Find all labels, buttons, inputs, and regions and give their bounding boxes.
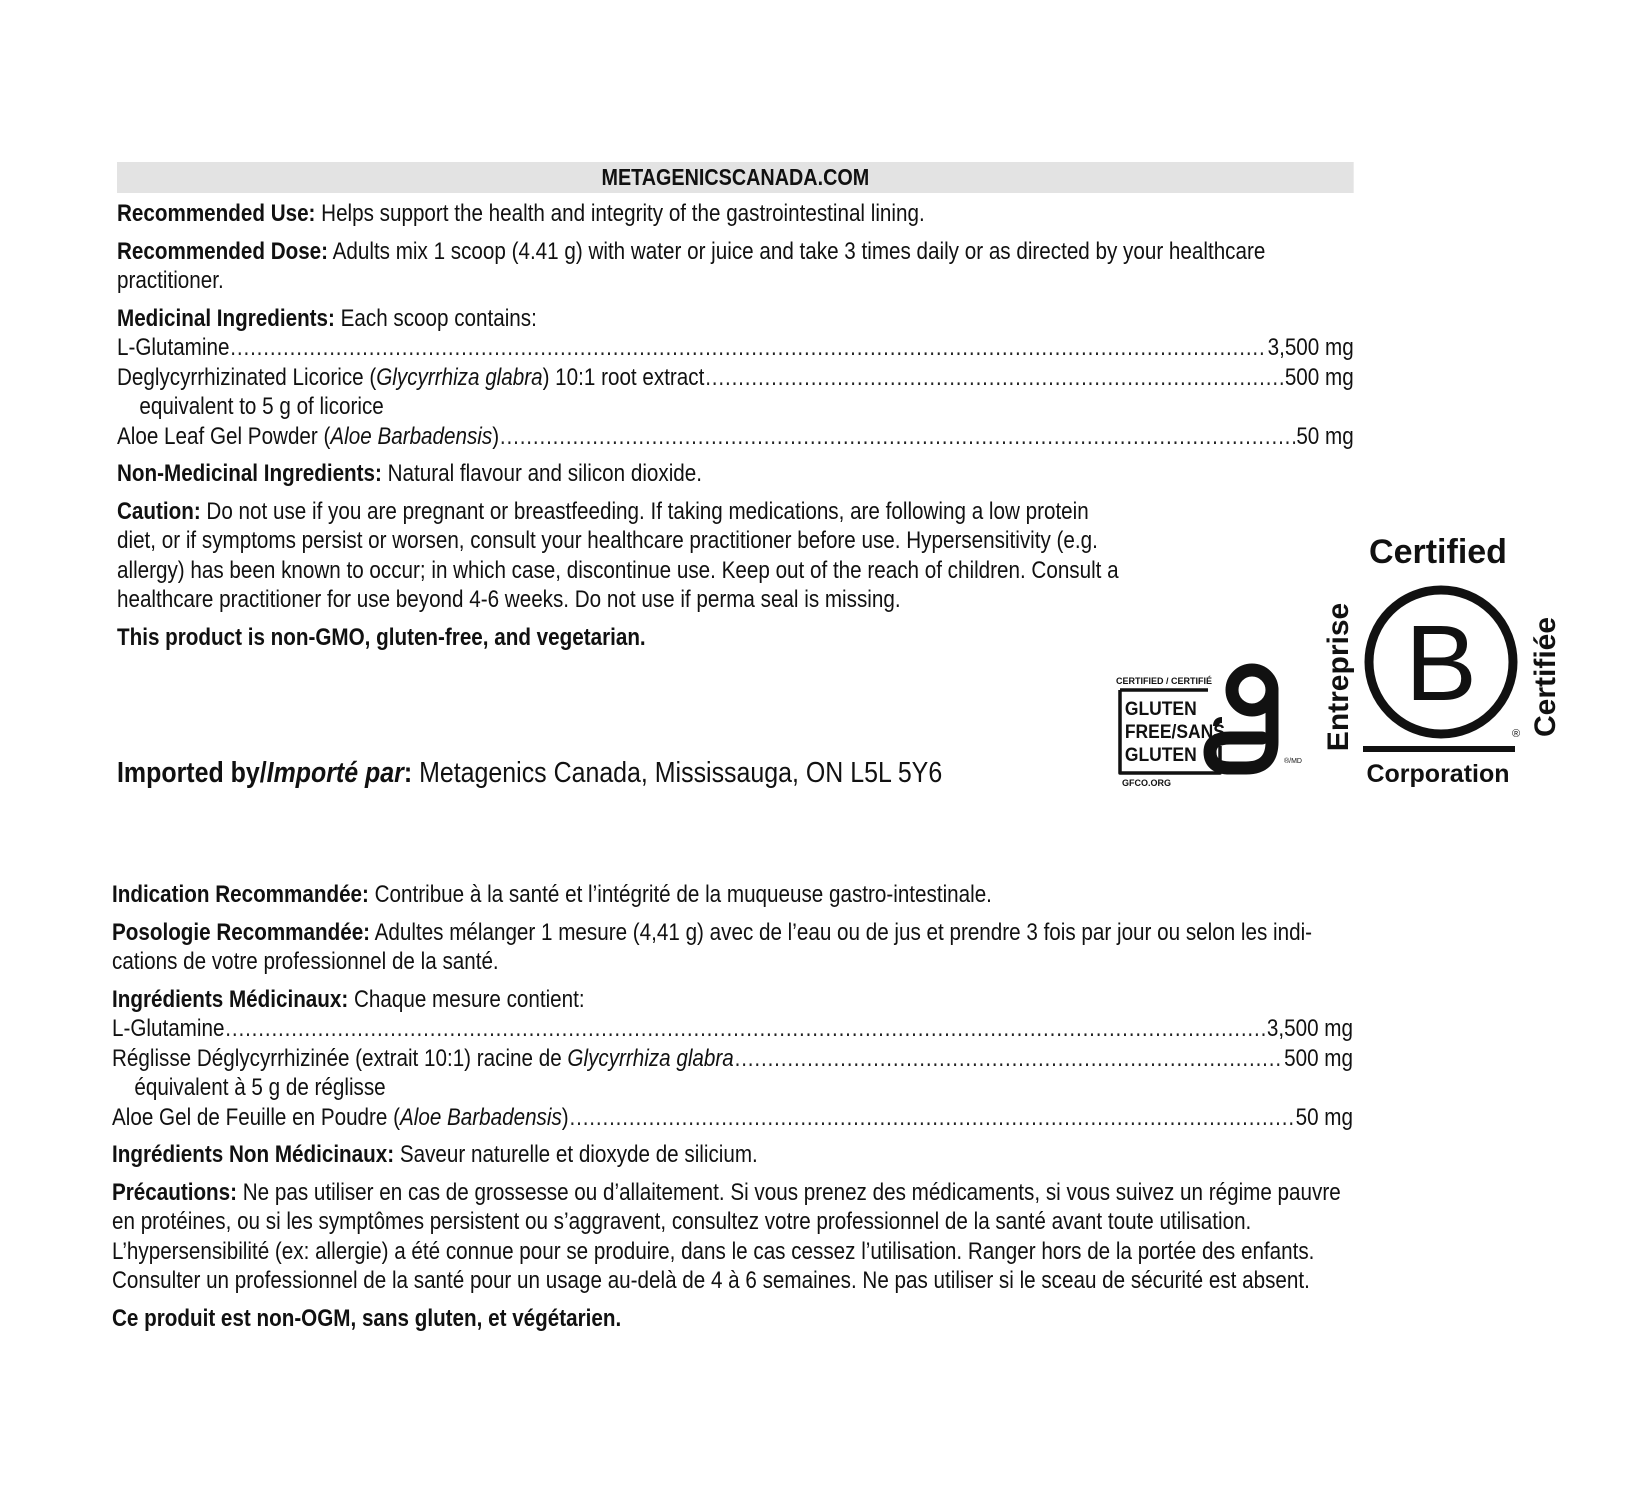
ingredient-name-part: ) — [561, 1103, 569, 1131]
ingredient-row — [117, 363, 1354, 393]
precautions — [112, 1178, 1353, 1296]
non-medicinal-text: Natural flavour and silicon dioxide. — [381, 460, 702, 487]
caution-text: Do not use if you are pregnant or breastfeeding. If taking medications, are following a low protein diet, or if symptoms persist or worsen, consult your healthcare practitioner before use. Hypersensitivity (e.g. allergy) has been known to occur; in which case, discontinue use. Keep out of the reach of children. Consult a healthcare practitioner for use beyond 4-6 weeks. Do not use if perma seal is missing. — [117, 497, 1119, 613]
recommended-use — [117, 199, 1354, 229]
claims-text-fr: Ce produit est non-OGM, sans gluten, et végétarien. — [112, 1304, 622, 1332]
non-medicinaux-text: Saveur naturelle et dioxyde de silicium. — [394, 1141, 758, 1168]
recommended-dose — [117, 237, 1354, 296]
website-url: METAGENICSCANADA.COM — [601, 164, 870, 190]
ingredient-name-part: Aloe Gel de Feuille en Poudre ( — [112, 1103, 400, 1131]
latin-name: Glycyrrhiza glabra — [376, 363, 543, 391]
ingredient-name — [112, 1103, 569, 1133]
bcorp-registered-mark: ® — [1512, 728, 1521, 740]
ingredients-medicinaux — [112, 985, 1353, 1133]
non-medicinal-label: Non-Medicinal Ingredients: — [117, 460, 382, 487]
recommended-use-text: Helps support the health and integrity of the gastrointestinal lining. — [315, 200, 925, 227]
gf-registered-mark: ®/MD — [1284, 758, 1302, 765]
gf-line2: FREE/SANS — [1124, 720, 1225, 743]
importer-colon: : — [403, 757, 413, 789]
latin-name: Aloe Barbadensis — [330, 422, 493, 450]
importer-text: Metagenics Canada, Mississauga, ON L5L 5Y6 — [412, 757, 943, 789]
ingredient-row — [117, 422, 1354, 452]
ingredient-row — [112, 1014, 1353, 1044]
leader-dots — [500, 422, 1296, 452]
ingredient-name-part: ) — [492, 422, 500, 450]
posologie-text: Adultes mélanger 1 mesure (4,41 g) avec de l’eau ou de jus et prendre 3 fois par jour ou selon les indi-cations de votre professionnel de la santé. — [112, 918, 1313, 975]
gluten-free-certification-logo — [1112, 660, 1317, 790]
ingredient-note: equivalent to 5 g of licorice — [139, 393, 384, 420]
precautions-label: Précautions: — [112, 1178, 238, 1206]
indication-label: Indication Recommandée: — [112, 881, 369, 908]
medicinaux-heading — [112, 985, 1353, 1015]
website-bar — [117, 162, 1354, 193]
ingredient-amount: 50 mg — [1295, 1103, 1353, 1131]
non-medicinal-ingredients — [117, 459, 1354, 489]
leader-dots — [735, 1044, 1284, 1074]
ingredients-non-medicinaux — [112, 1140, 1353, 1170]
ingredient-name — [117, 363, 704, 393]
product-claims — [117, 623, 1354, 653]
ingredient-name-part: Aloe Leaf Gel Powder ( — [117, 422, 331, 450]
medicinaux-intro: Chaque mesure contient: — [348, 985, 585, 1013]
ingredient-name-part: Réglisse Déglycyrrhizinée (extrait 10:1) racine de — [112, 1044, 568, 1072]
recommended-use-label: Recommended Use: — [117, 200, 316, 227]
gf-line3: GLUTEN — [1124, 743, 1197, 766]
ingredient-amount: 50 mg — [1296, 422, 1354, 450]
french-label — [112, 880, 1353, 1341]
ingredient-amount: 3,500 mg — [1266, 1015, 1353, 1042]
importer-line — [117, 757, 942, 790]
ingredient-name-part: ) 10:1 root extract — [542, 363, 705, 391]
bcorp-certifiee-text: Certifiée — [1529, 616, 1562, 738]
gf-certified-text: CERTIFIED / CERTIFIÉ — [1116, 676, 1213, 686]
posologie-label: Posologie Recommandée: — [112, 918, 371, 946]
produit-claims — [112, 1304, 1353, 1334]
bcorp-b-letter: B — [1404, 602, 1478, 723]
ingredient-name: L-Glutamine — [117, 334, 230, 361]
ingredient-row — [112, 1103, 1353, 1133]
ingredient-row — [117, 333, 1354, 363]
english-label — [117, 162, 1354, 660]
gf-line1: GLUTEN — [1124, 697, 1197, 720]
medicinal-heading — [117, 304, 1354, 334]
bcorp-underline-icon — [1363, 746, 1515, 752]
importer-label-fr: Importé par — [266, 757, 404, 789]
ingredient-note: équivalent à 5 g de réglisse — [134, 1074, 386, 1101]
leader-dots — [225, 1014, 1266, 1044]
bcorp-entreprise-text: Entreprise — [1322, 602, 1355, 752]
medicinal-intro: Each scoop contains: — [334, 304, 537, 332]
ingredient-name: L-Glutamine — [112, 1015, 225, 1042]
ingredient-amount: 500 mg — [1284, 363, 1354, 391]
ingredient-name-part: Deglycyrrhizinated Licorice ( — [117, 363, 377, 391]
medicinaux-label: Ingrédients Médicinaux: — [112, 985, 349, 1013]
recommended-dose-text: Adults mix 1 scoop (4.41 g) with water or juice and take 3 times daily or as directed by your healthcare practitioner. — [117, 237, 1266, 294]
caution — [117, 497, 1132, 615]
ingredient-row — [112, 1044, 1353, 1074]
latin-name: Glycyrrhiza glabra — [567, 1044, 734, 1072]
ingredient-amount: 3,500 mg — [1267, 334, 1354, 361]
precautions-text: Ne pas utiliser en cas de grossesse ou d’allaitement. Si vous prenez des médicaments, si vous suivez un régime pauvre en protéines, ou si les symptômes persistent ou s’aggravent, consultez votre professionnel de la santé avant toute utilisation. L’hypersensibilité (ex: allergie) a été connue pour se produire, dans le cas cessez l’utilisation. Ranger hors de la portée des enfants. Consulter un professionnel de la santé pour un usage au-delà de 4 à 6 semaines. Ne pas utiliser si le sceau de sécurité est absent. — [112, 1178, 1341, 1294]
posologie — [112, 918, 1353, 977]
ingredient-amount: 500 mg — [1284, 1044, 1353, 1072]
bcorp-corporation-text: Corporation — [1366, 760, 1510, 788]
gf-url: GFCO.ORG — [1122, 778, 1171, 788]
medicinal-label: Medicinal Ingredients: — [117, 304, 335, 332]
certified-b-corporation-logo — [1313, 530, 1563, 800]
caution-label: Caution: — [117, 497, 201, 525]
importer-label-en: Imported by/ — [117, 757, 267, 789]
indication — [112, 880, 1353, 910]
leader-dots — [570, 1103, 1295, 1133]
ingredient-name — [117, 422, 499, 452]
ingredient-name — [112, 1044, 734, 1074]
indication-text: Contribue à la santé et l’intégrité de la muqueuse gastro-intestinale. — [368, 881, 992, 908]
leader-dots — [705, 363, 1284, 393]
bcorp-certified-text: Certified — [1369, 533, 1507, 571]
latin-name: Aloe Barbadensis — [399, 1103, 562, 1131]
leader-dots — [230, 333, 1266, 363]
non-medicinaux-label: Ingrédients Non Médicinaux: — [112, 1141, 395, 1168]
claims-text: This product is non-GMO, gluten-free, and vegetarian. — [117, 623, 646, 651]
medicinal-ingredients — [117, 304, 1354, 452]
recommended-dose-label: Recommended Dose: — [117, 237, 329, 265]
